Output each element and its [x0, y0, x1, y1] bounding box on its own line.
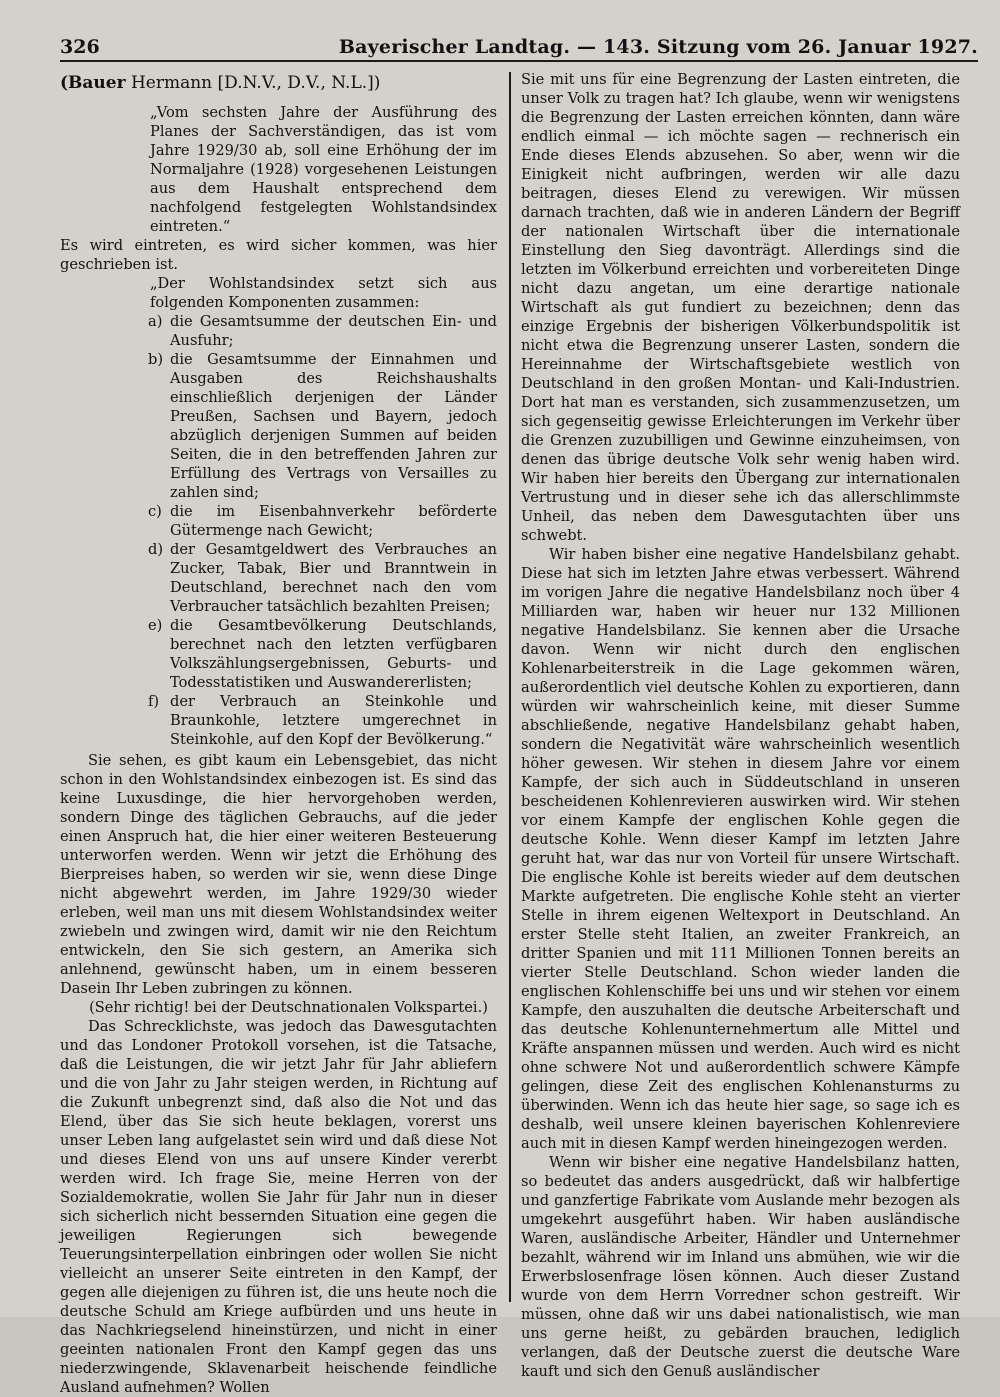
list-text: die im Eisenbahnverkehr beförderte Gütermenge nach Gewicht;	[170, 503, 497, 539]
list-item	[148, 350, 497, 502]
list-text: der Gesamtgeldwert des Verbrauches an Zucker, Tabak, Bier und Branntwein in Deutschland, berechnet nach den vom Verbraucher tatsächlich bezahlten Preisen;	[170, 541, 497, 615]
components-list	[148, 312, 497, 749]
paragraph: Das Schrecklichste, was jedoch das Dawesgutachten und das Londoner Protokoll vorsehen, ist die Tatsache, daß die Leistungen, die wir jetzt Jahr für Jahr abliefern und die von Jahr zu Jahr steigen werden, in Richtung auf die Zukunft unbegrenzt sind, daß also die Not und das Elend, über das Sie sich heute beklagen, vorerst uns unser Leben lang aufgelastet sein wird und daß diese Not und dieses Elend von uns auf unsere Kinder vererbt werden wird. Ich frage Sie, meine Herren von der Sozialdemokratie, wollen Sie Jahr für Jahr nun in dieser sich sicherlich nicht bessernden Situation eine gegen die jeweiligen Regierungen sich bewegende Teuerungsinterpellation einbringen oder wollen Sie nicht vielleicht an unserer Seite eintreten in den Kampf, der gegen alle diejenigen zu führen ist, die uns heute noch die deutsche Schuld am Kriege aufbürden und uns heute in das Nachkriegselend hineinstürzen, und nicht in einer geeinten nationalen Front den Kampf gegen das uns niederzwingende, Sklavenarbeit heischende feindliche Ausland aufnehmen? Wollen	[60, 1018, 497, 1396]
quote-paragraph-2: „Der Wohlstandsindex setzt sich aus folgenden Komponenten zusammen:	[150, 275, 497, 311]
list-item	[148, 692, 497, 749]
list-label: b)	[148, 351, 164, 368]
list-item	[148, 312, 497, 350]
left-column	[60, 70, 509, 1396]
speaker-name: (Bauer	[60, 73, 126, 93]
list-label: a)	[148, 313, 163, 330]
page-number: 326	[60, 36, 100, 58]
paragraph: Wir haben bisher eine negative Handelsbilanz gehabt. Diese hat sich im letzten Jahre etwas verbessert. Während im vorigen Jahre die negative Handelsbilanz noch über 4 Milliarden war, haben wir heuer nur 132 Millionen negative Handelsbilanz. Sie kennen aber die Ursache davon. Wenn wir nicht durch den englischen Kohlenarbeiterstreik in die Lage gekommen wären, außerordentlich viel deutsche Kohlen zu exportieren, dann würden wir wahrscheinlich keine, mit dieser Summe abschließende, negative Handelsbilanz gehabt haben, sondern die Negativität wäre wahrscheinlich wesentlich höher gewesen. Wir stehen in diesem Jahre vor einem Kampfe, der sich auch in Süddeutschland in unseren bescheidenen Kohlenrevieren auswirken wird. Wir stehen vor einem Kampfe der englischen Kohle gegen die deutsche Kohle. Wenn dieser Kampf im letzten Jahre geruht hat, war das nur von Vorteil für unsere Wirtschaft. Die englische Kohle ist bereits wieder auf dem deutschen Markte aufgetreten. Die englische Kohle steht an vierter Stelle in ihrem eigenen Weltexport in Deutschland. An erster Stelle steht Italien, an zweiter Frankreich, an dritter Spanien und mit 111 Millionen Tonnen bereits an vierter Stelle Deutschland. Schon wieder landen die englischen Kohlenschiffe bei uns und wir stehen vor einem Kampfe, den auszuhalten die deutsche Arbeiterschaft und das deutsche Kohlenunternehmertum alle Mittel und Kräfte anspannen müssen und werden. Auch wird es nicht ohne schwere Not und außerordentlich schwere Kämpfe gelingen, diese Zeit des englischen Kohlenansturms zu überwinden. Wenn ich das heute hier sage, so sage ich es deshalb, weil unsere kleinen bayerischen Kohlenreviere auch mit in diesen Kampf werden hineingezogen werden.	[521, 546, 960, 1152]
list-item	[148, 540, 497, 616]
speaker-line	[60, 74, 497, 93]
text-columns	[60, 70, 978, 1396]
list-text: die Gesamtsumme der Einnahmen und Ausgaben des Reichshaushalts einschließlich derjenigen der Länder Preußen, Sachsen und Bayern, jedoch abzüglich derjenigen Summen auf beiden Seiten, die in den betreffenden Jahren zur Erfüllung des Vertrags von Versailles zu zahlen sind;	[170, 351, 497, 501]
list-label: c)	[148, 503, 162, 520]
page-header	[60, 32, 978, 62]
paragraph: Sie mit uns für eine Begrenzung der Lasten eintreten, die unser Volk zu tragen hat? Ich glaube, wenn wir wenigstens die Begrenzung der Lasten erreichen könnten, dann wäre endlich einmal — ich möchte sagen — rechnerisch ein Ende dieses Elends abzusehen. So aber, wenn wir die Einigkeit nicht aufbringen, werden wir alle dazu beitragen, dieses Elend zu verewigen. Wir müssen darnach trachten, daß wie in anderen Ländern der Begriff der nationalen Wirtschaft über die internationale Einstellung den Sieg davonträgt. Allerdings sind die letzten im Völkerbund erreichten und vorbereiteten Dinge nicht dazu angetan, um eine derartige nationale Wirtschaft als gut fundiert zu bezeichnen; denn das einzige Ergebnis der bisherigen Völkerbundspolitik ist nicht etwa die Begrenzung unserer Lasten, sondern die Hereinnahme der Wirtschaftsgebiete westlich von Deutschland in den großen Montan- und Kali-Industrien. Dort hat man es verstanden, sich zusammenzusetzen, um sich gegenseitig gewisse Erleichterungen im Verkehr über die Grenzen zuzubilligen und Gewinne einzuheimsen, von denen das übrige deutsche Volk sehr wenig haben wird. Wir haben hier bereits den Übergang zur internationalen Vertrustung und in dieser sehe ich das allerschlimmste Unheil, das neben dem Dawesgutachten über uns schwebt.	[521, 71, 960, 544]
paragraph: Wenn wir bisher eine negative Handelsbilanz hatten, so bedeutet das anders ausgedrückt, daß wir halbfertige und ganzfertige Fabrikate vom Auslande mehr bezogen als umgekehrt ausgeführt haben. Wir haben ausländische Waren, ausländische Arbeiter, Händler und Unternehmer bezahlt, während wir im Inland uns abmühen, wie wir die Erwerbslosenfrage lösen können. Auch dieser Zustand wurde von dem Herrn Vorredner schon gestreift. Wir müssen, ohne daß wir uns dabei nationalistisch, wie man uns gerne heißt, zu gebärden brauchen, lediglich verlangen, daß der Deutsche zuerst die deutsche Ware kauft und sich den Genuß ausländischer	[521, 1154, 960, 1380]
speaker-party: Hermann [D.N.V., D.V., N.L.])	[130, 73, 381, 93]
list-text: der Verbrauch an Steinkohle und Braunkohle, letztere umgerechnet in Steinkohle, auf den Kopf der Bevölkerung.“	[170, 693, 497, 748]
paragraph: Sie sehen, es gibt kaum ein Lebensgebiet, das nicht schon in den Wohlstandsindex einbezogen ist. Es sind das keine Luxusdinge, die hier hervorgehoben werden, sondern Dinge des täglichen Gebrauchs, auf die jeder einen Anspruch hat, die hier einer weiteren Besteuerung unterworfen werden. Wenn wir jetzt die Erhöhung des Bierpreises haben, so werden wir sie, wenn diese Dinge nicht abgewehrt werden, im Jahre 1929/30 wieder erleben, weil man uns mit diesem Wohlstandsindex weiter zwiebeln und zwingen wird, damit wir nie den Reichtum entwickeln, den Sie sich gestern, an Amerika sich anlehnend, gewünscht haben, um in einem besseren Dasein Ihr Leben zubringen zu können.	[60, 752, 497, 997]
list-text: die Gesamtsumme der deutschen Ein- und Ausfuhr;	[170, 313, 497, 349]
list-label: e)	[148, 617, 163, 634]
interjection: (Sehr richtig! bei der Deutschnationalen Volkspartei.)	[89, 999, 488, 1016]
list-text: die Gesamtbevölkerung Deutschlands, berechnet nach den letzten verfügbaren Volkszählungsergebnissen, Geburts- und Todesstatistiken und Auswandererlisten;	[170, 617, 497, 691]
quote-paragraph-1: „Vom sechsten Jahre der Ausführung des Planes der Sachverständigen, das ist vom Jahre 1929/30 ab, soll eine Erhöhung der im Normaljahre (1928) vorgesehenen Leistungen aus dem Haushalt entsprechend dem nachfolgend festgelegten Wohlstandsindex eintreten.“	[150, 104, 497, 235]
running-head: Bayerischer Landtag. — 143. Sitzung vom 26. Januar 1927.	[338, 36, 978, 58]
paragraph: Es wird eintreten, es wird sicher kommen, was hier geschrieben ist.	[60, 237, 497, 273]
list-item	[148, 616, 497, 692]
right-column	[511, 70, 960, 1380]
list-label: f)	[148, 693, 160, 710]
list-item	[148, 502, 497, 540]
list-label: d)	[148, 541, 164, 558]
